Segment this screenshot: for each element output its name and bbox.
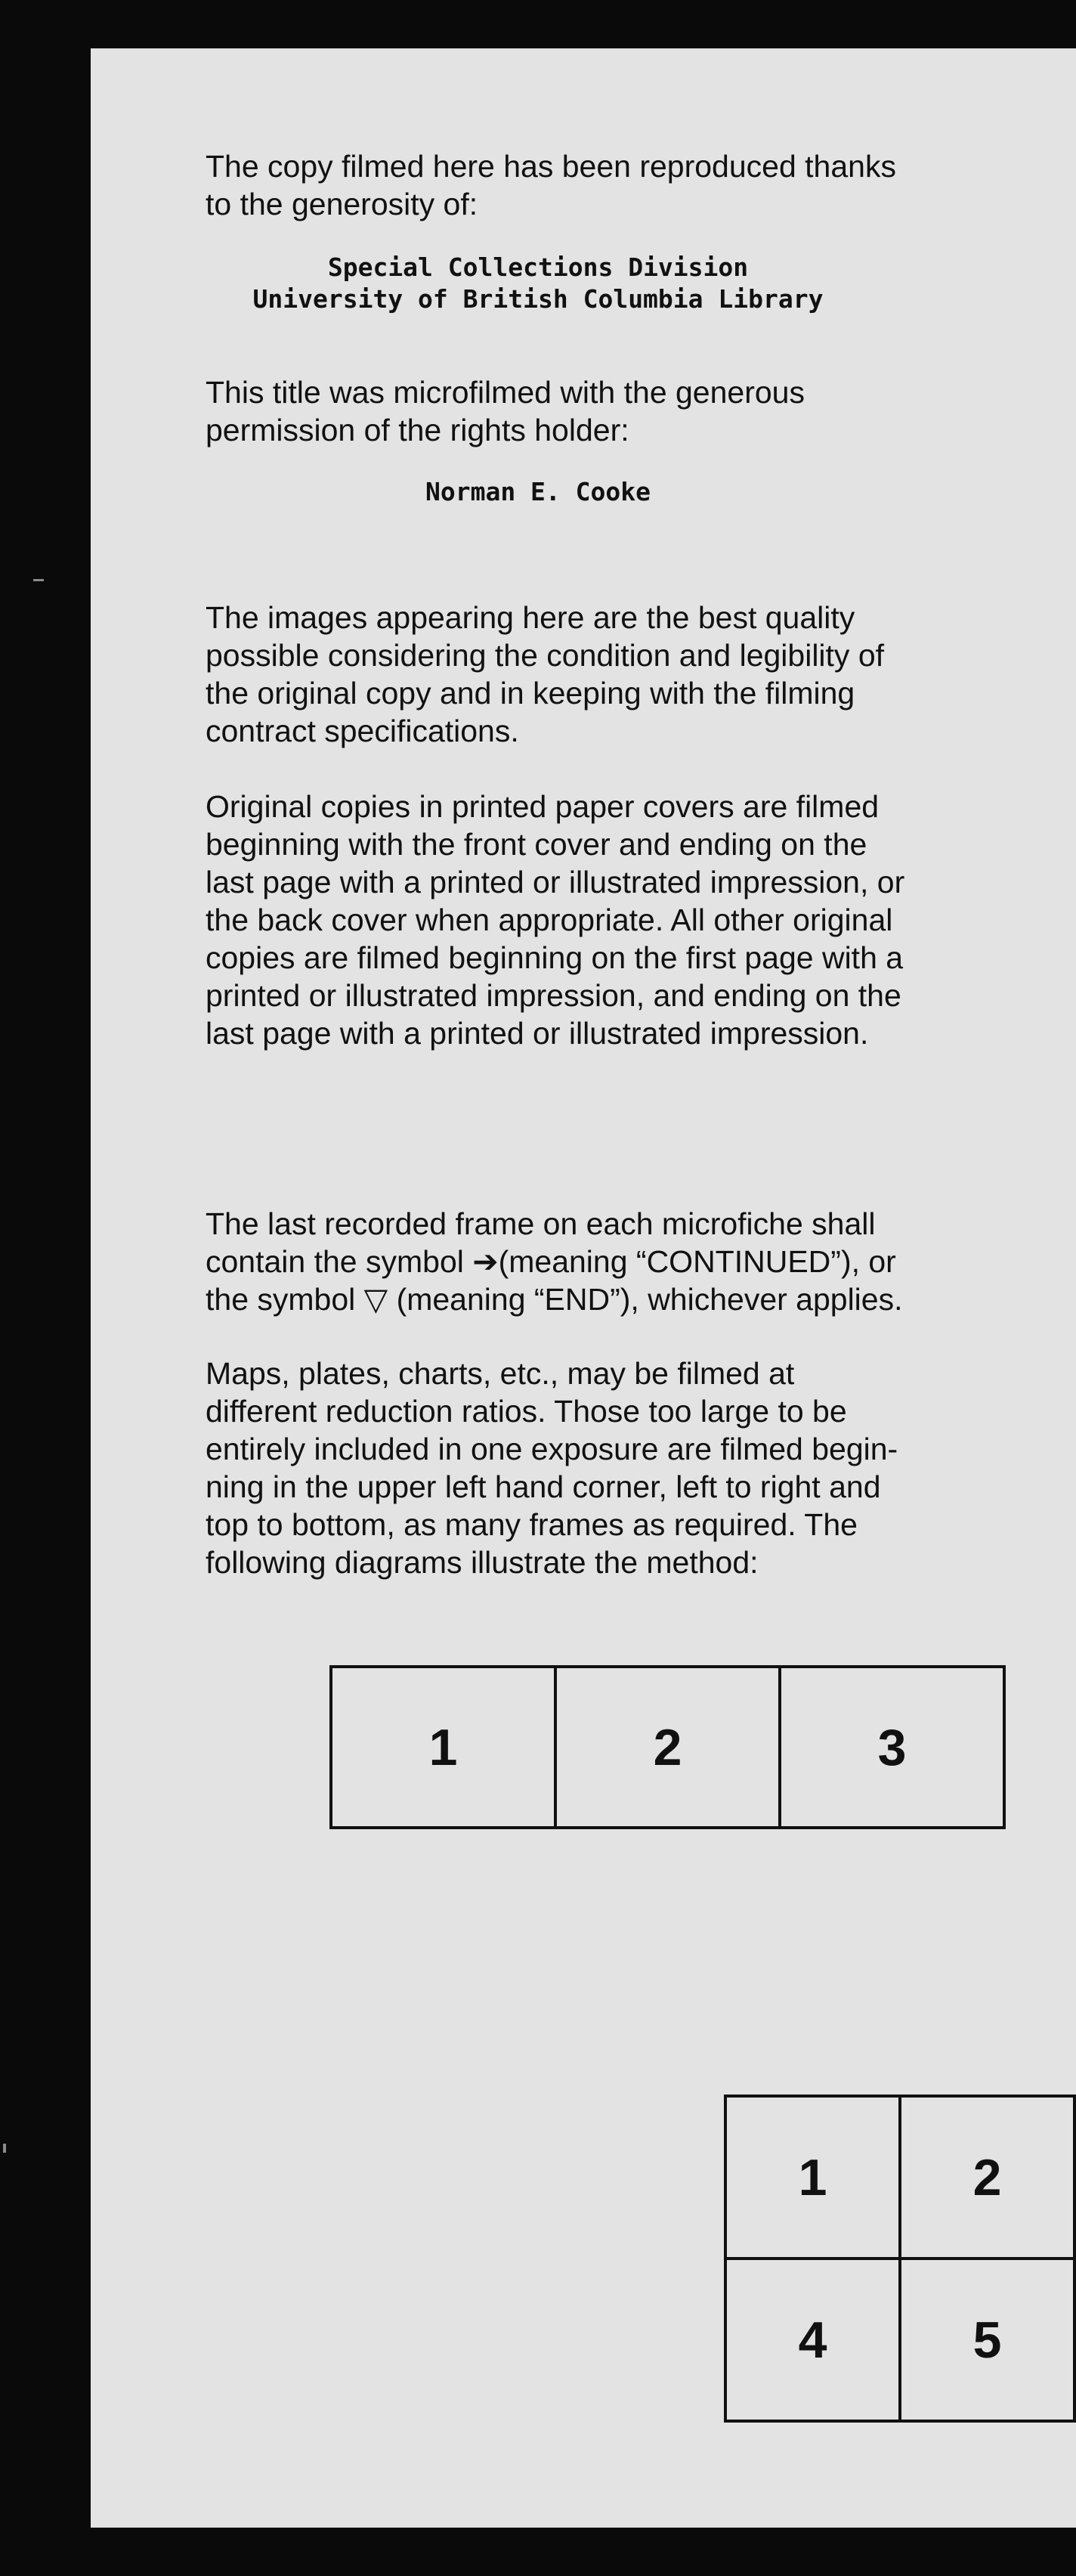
frame-grid-diagram [724, 2095, 1076, 2423]
frame-cell: 2 [555, 1667, 780, 1828]
intro-paragraph: The copy filmed here has been reproduced thanks to the generosity of: [206, 149, 896, 221]
frame-cell: 3 [780, 1667, 1004, 1828]
scan-mark [3, 2144, 6, 2153]
scan-mark [33, 579, 44, 581]
frame-cell: 4 [725, 2259, 900, 2421]
frame-cell: 1 [725, 2096, 900, 2259]
rights-holder-name: Norman E. Cooke [425, 477, 651, 506]
frame-cell: 1 [331, 1667, 555, 1828]
frame-cell: 2 [900, 2096, 1074, 2259]
symbols-paragraph: The last recorded frame on each microfiche shall contain the symbol ➔(meaning “CONTINUED”), or the symbol ▽ (meaning “END”), whichever applies. [206, 1206, 903, 1317]
originals-paragraph: Original copies in printed paper covers are filmed beginning with the front cover and ending on the last page with a printed or illustrated impression, or the back cover when appropriate. All other original copies are filmed beginning on the first page with a printed or illustrated impression, and ending on the last page with a printed or illustrated impression. [206, 789, 905, 1051]
frame-cell: 5 [900, 2259, 1074, 2421]
institution-name: Special Collections Division University of British Columbia Library [252, 252, 824, 314]
quality-paragraph: The images appearing here are the best quality possible considering the condition and legibility of the original copy and in keeping with the filming contract specifications. [206, 600, 885, 748]
frame-row-diagram [329, 1665, 1006, 1829]
permission-paragraph: This title was microfilmed with the generous permission of the rights holder: [206, 375, 805, 447]
maps-paragraph: Maps, plates, charts, etc., may be filmed at different reduction ratios. Those too large to be entirely included in one exposure are filmed begin- ning in the upper left hand corner, left to right and top to bottom, as many frames as required. The following diagrams illustrate the method: [206, 1356, 898, 1580]
